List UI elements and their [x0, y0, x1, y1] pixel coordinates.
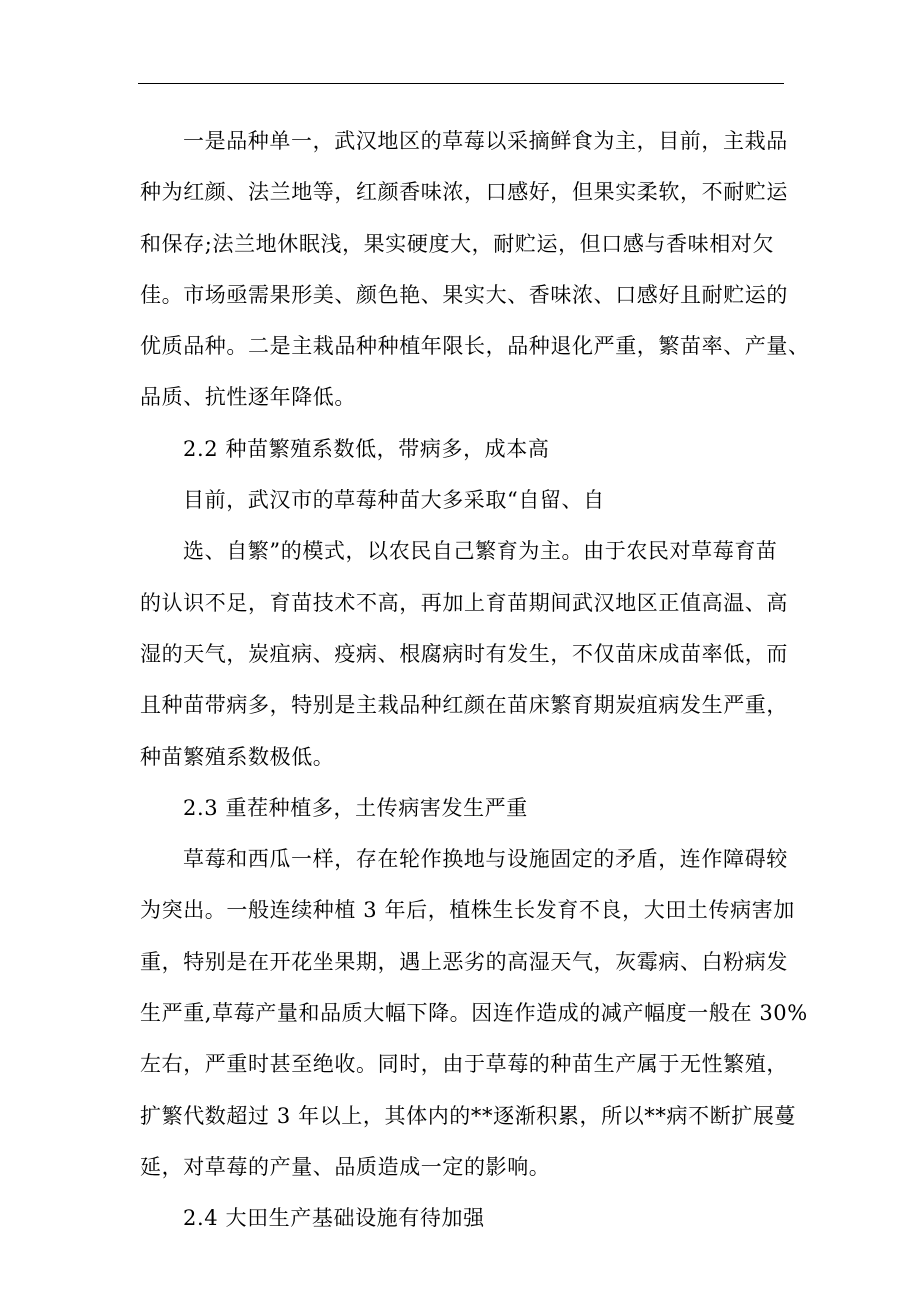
- text-line: 佳。市场亟需果形美、颜色艳、果实大、香味浓、口感好且耐贮运的: [140, 282, 788, 307]
- text-line: 且种苗带病多，特别是主栽品种红颜在苗床繁育期炭疽病发生严重，: [140, 693, 788, 718]
- text-line: 重，特别是在开花坐果期，遇上恶劣的高湿天气，灰霉病、白粉病发: [140, 949, 788, 974]
- section-heading: 2.3 重茬种植多，土传病害发生严重: [183, 795, 528, 820]
- section-heading: 2.2 种苗繁殖系数低，带病多，成本高: [183, 436, 550, 461]
- text-line: 延，对草莓的产量、品质造成一定的影响。: [140, 1154, 551, 1179]
- text-line: 目前，武汉市的草莓种苗大多采取“自留、自: [183, 488, 605, 513]
- section-heading: 2.4 大田生产基础设施有待加强: [183, 1206, 485, 1231]
- header-rule: [138, 83, 784, 84]
- text-line: 选、自繁”的模式，以农民自己繁育为主。由于农民对草莓育苗: [183, 539, 778, 564]
- text-line: 种为红颜、法兰地等，红颜香味浓，口感好，但果实柔软，不耐贮运: [140, 180, 788, 205]
- text-line: 优质品种。二是主栽品种种植年限长，品种退化严重，繁苗率、产量、: [140, 334, 810, 359]
- text-line: 草莓和西瓜一样，存在轮作换地与设施固定的矛盾，连作障碍较: [183, 847, 788, 872]
- text-line: 一是品种单一，武汉地区的草莓以采摘鲜食为主，目前，主栽品: [183, 129, 788, 153]
- text-line: 为突出。一般连续种植 3 年后，植株生长发育不良，大田土传病害加: [140, 898, 795, 923]
- text-line: 品质、抗性逐年降低。: [140, 385, 356, 410]
- document-body: [140, 116, 810, 1245]
- text-line: 种苗繁殖系数极低。: [140, 744, 335, 769]
- text-line: 的认识不足，育苗技术不高，再加上育苗期间武汉地区正值高温、高: [140, 590, 788, 615]
- text-line: 生严重,草莓产量和品质大幅下降。因连作造成的减产幅度一般在 30%: [140, 1001, 808, 1026]
- text-line: 湿的天气，炭疽病、疫病、根腐病时有发生，不仅苗床成苗率低，而: [140, 641, 788, 666]
- text-line: 和保存;法兰地休眠浅，果实硬度大，耐贮运，但口感与香味相对欠: [140, 231, 775, 256]
- text-line: 左右，严重时甚至绝收。同时，由于草莓的种苗生产属于无性繁殖，: [140, 1052, 788, 1077]
- text-line: 扩繁代数超过 3 年以上，其体内的**逐渐积累，所以**病不断扩展蔓: [140, 1103, 797, 1128]
